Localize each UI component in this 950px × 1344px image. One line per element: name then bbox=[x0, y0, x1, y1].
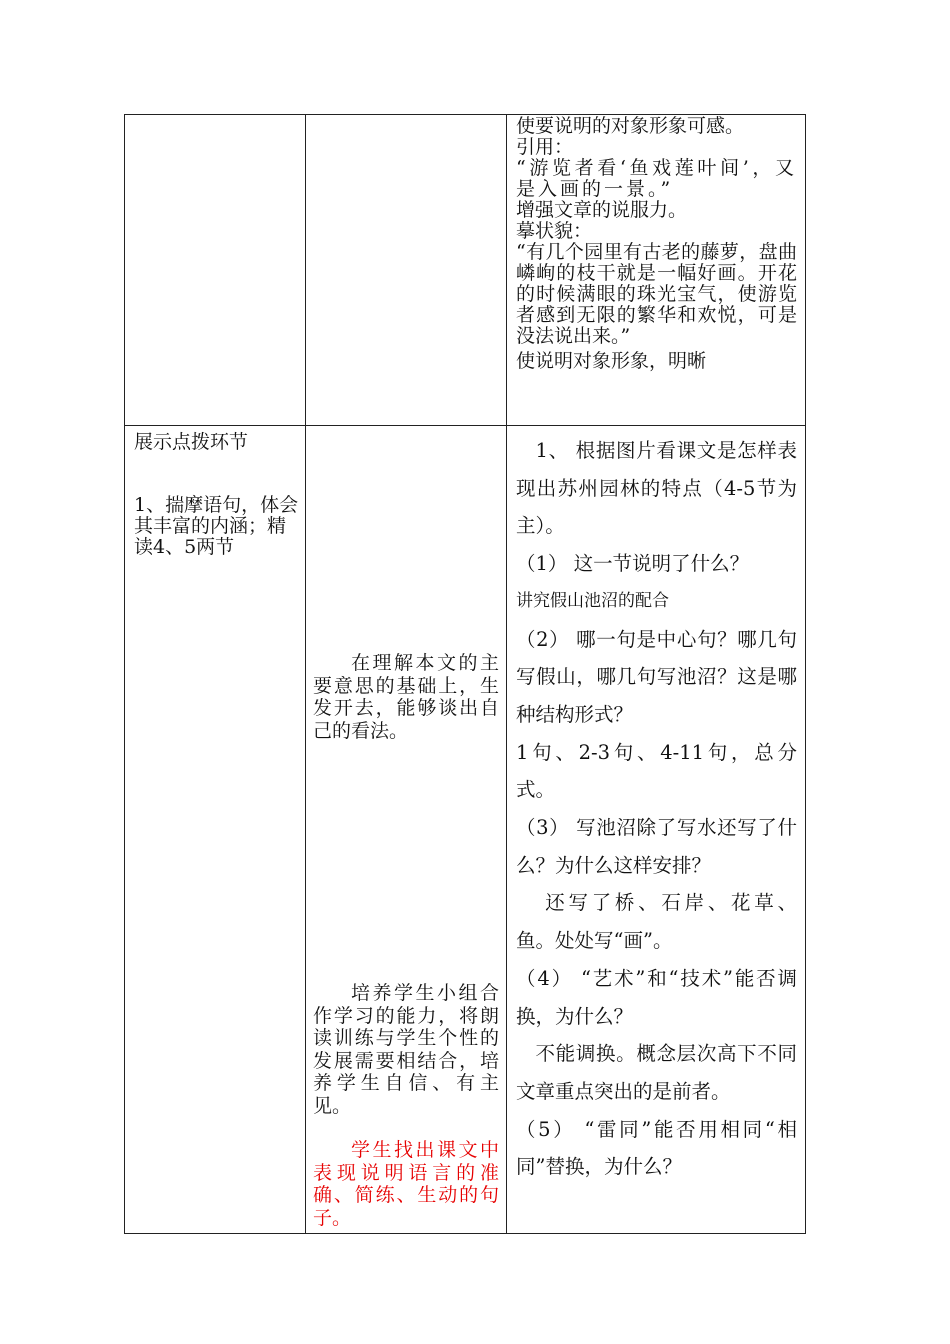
text-line: 引用： bbox=[516, 136, 574, 158]
objective-text-1: 在理解本文的主要意思的基础上，生发开去，能够谈出自己的看法。 bbox=[313, 652, 499, 742]
section-heading: 展示点拨环节 bbox=[134, 431, 249, 453]
answer-text: 还写了桥、石岸、花草、鱼。处处写“画”。 bbox=[516, 891, 797, 953]
quote-text: “游览者看‘鱼戏莲叶间’，又是入画的一景。” bbox=[516, 157, 797, 200]
answer-text: 1句、2-3句、4-11句，总分式。 bbox=[516, 740, 797, 802]
question-text: （3） 写池沼除了写水还写了什么？为什么这样安排？ bbox=[516, 816, 797, 877]
text-line: 摹状貌： bbox=[516, 220, 593, 242]
text-line: 增强文章的说服力。 bbox=[516, 199, 688, 221]
question-text: （5） “雷同”能否用相同“相同”替换，为什么？ bbox=[516, 1117, 797, 1179]
question-text: （4） “艺术”和“技术”能否调换，为什么？ bbox=[516, 966, 797, 1028]
column-divider-2 bbox=[506, 114, 507, 1234]
top-right-cell bbox=[516, 116, 797, 372]
column-divider-1 bbox=[305, 114, 306, 1234]
question-text: （2） 哪一句是中心句？哪几句写假山，哪几句写池沼？这是哪种结构形式？ bbox=[516, 627, 797, 726]
objective-text-red: 学生找出课文中表现说明语言的准确、简练、生动的句子。 bbox=[313, 1139, 499, 1229]
text-line: 使说明对象形象，明晰 bbox=[516, 350, 707, 372]
answer-text: 讲究假山池沼的配合 bbox=[516, 590, 669, 611]
row-divider bbox=[124, 425, 806, 426]
objective-text-2: 培养学生小组合作学习的能力，将朗读训练与学生个性的发展需要相结合，培养学生自信、有主见。 bbox=[313, 982, 499, 1117]
bottom-right-cell bbox=[516, 432, 797, 1186]
task-text: 1、揣摩语句，体会其丰富的内涵；精读4、5两节 bbox=[134, 494, 299, 558]
bottom-middle-cell bbox=[313, 652, 499, 1229]
answer-text: 不能调换。概念层次高下不同文章重点突出的是前者。 bbox=[516, 1042, 797, 1103]
table-border-bottom bbox=[124, 1233, 806, 1234]
quote-text: “有几个园里有古老的藤萝，盘曲嶙峋的枝干就是一幅好画。开花的时候满眼的珠光宝气，使游览者感到无限的繁华和欢悦，可是没法说出来。” bbox=[516, 241, 797, 347]
text-line: 使要说明的对象形象可感。 bbox=[516, 115, 745, 137]
bottom-left-cell bbox=[134, 432, 300, 558]
question-text: 1、 根据图片看课文是怎样表现出苏州园林的特点（4-5节为主）。 bbox=[516, 439, 797, 538]
table-border-right bbox=[805, 114, 806, 1234]
table-border-left bbox=[124, 114, 125, 1234]
question-text: （1） 这一节说明了什么？ bbox=[516, 552, 750, 576]
lesson-plan-table bbox=[124, 114, 806, 1234]
